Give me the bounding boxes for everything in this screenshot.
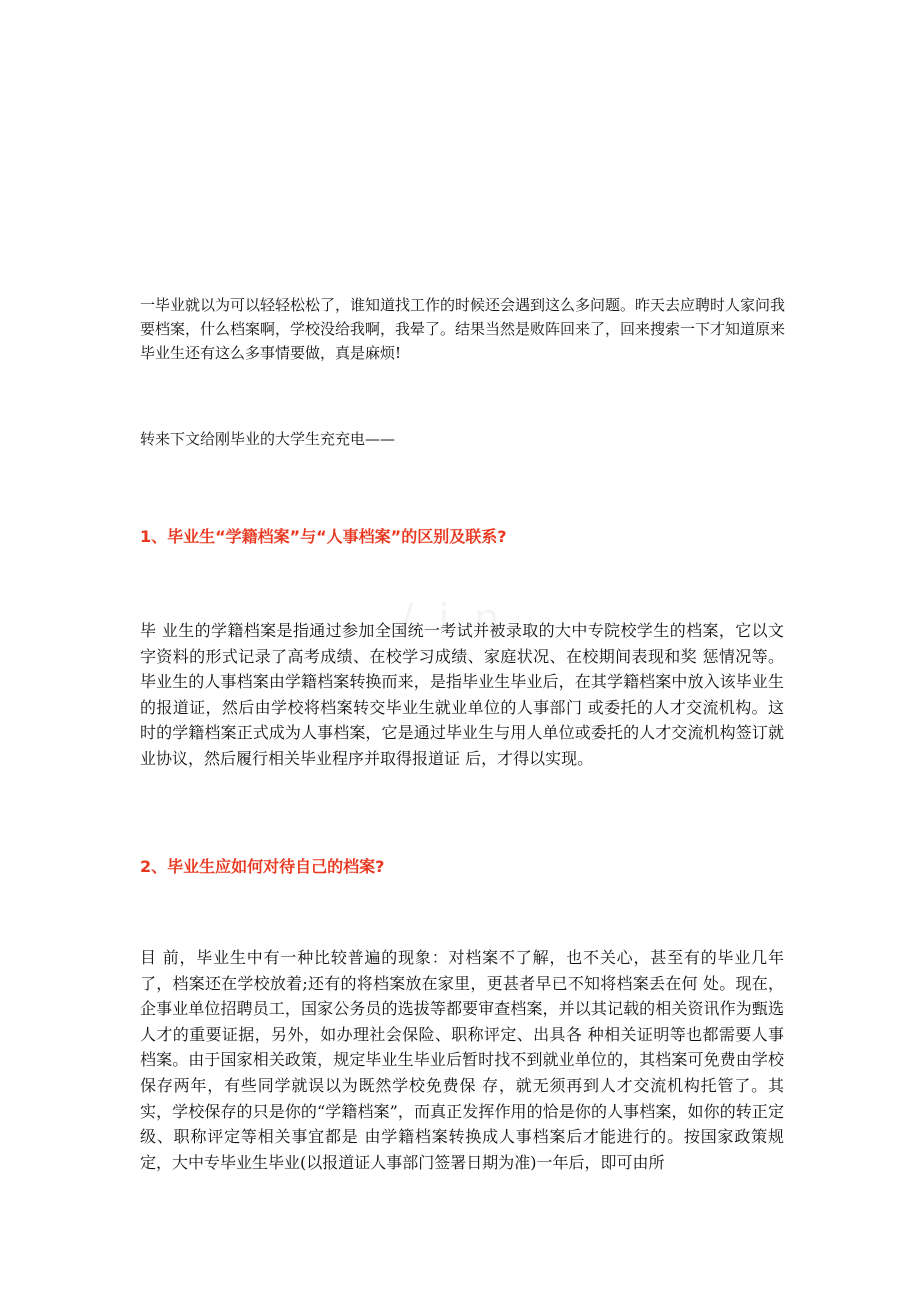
section-1-heading: 1、毕业生“学籍档案”与“人事档案”的区别及联系? [140, 527, 507, 546]
repost-note: 转来下文给刚毕业的大学生充充电—— [140, 430, 396, 448]
section-2-heading: 2、毕业生应如何对待自己的档案? [140, 857, 385, 876]
section-2-body: 目 前，毕业生中有一种比较普遍的现象：对档案不了解，也不关心，甚至有的毕业几年了，档案还在学校放着;还有的将档案放在家里，更甚者早已不知将档案丢在何 处。现在，企事业单位招聘员工，国家公务员的选拔等都要审查档案，并以其记载的相关资讯作为甄选人才的重要证据，另外，如办理社会保险、职称评定、出具各 种相关证明等也都需要人事档案。由于国家相关政策，规定毕业生毕业后暂时找不到就业单位的，其档案可免费由学校保存两年，有些同学就误以为既然学校免费保 存，就无须再到人才交流机构托管了。其实，学校保存的只是你的“学籍档案”，而真正发挥作用的恰是你的人事档案，如你的转正定级、职称评定等相关事宜都是 由学籍档案转换成人事档案后才能进行的。按国家政策规定，大中专毕业生毕业(以报道证人事部门签署日期为准)一年后，即可由所 [140, 948, 784, 1172]
section-1-body: 毕 业生的学籍档案是指通过参加全国统一考试并被录取的大中专院校学生的档案，它以文字资料的形式记录了高考成绩、在校学习成绩、家庭状况、在校期间表现和奖 惩情况等。毕业生的人事档案由学籍档案转换而来，是指毕业生毕业后，在其学籍档案中放入该毕业生的报道证，然后由学校将档案转交毕业生就业单位的人事部门 或委托的人才交流机构。这时的学籍档案正式成为人事档案，它是通过毕业生与用人单位或委托的人才交流机构签订就业协议，然后履行相关毕业程序并取得报道证 后，才得以实现。 [140, 621, 784, 768]
intro-paragraph: 一毕业就以为可以轻轻松松了，谁知道找工作的时候还会遇到这么多问题。昨天去应聘时人家问我要档案，什么档案啊，学校没给我啊，我晕了。结果当然是败阵回来了，回来搜索一下才知道原来毕业生还有这么多事情要做，真是麻烦! [140, 296, 786, 362]
